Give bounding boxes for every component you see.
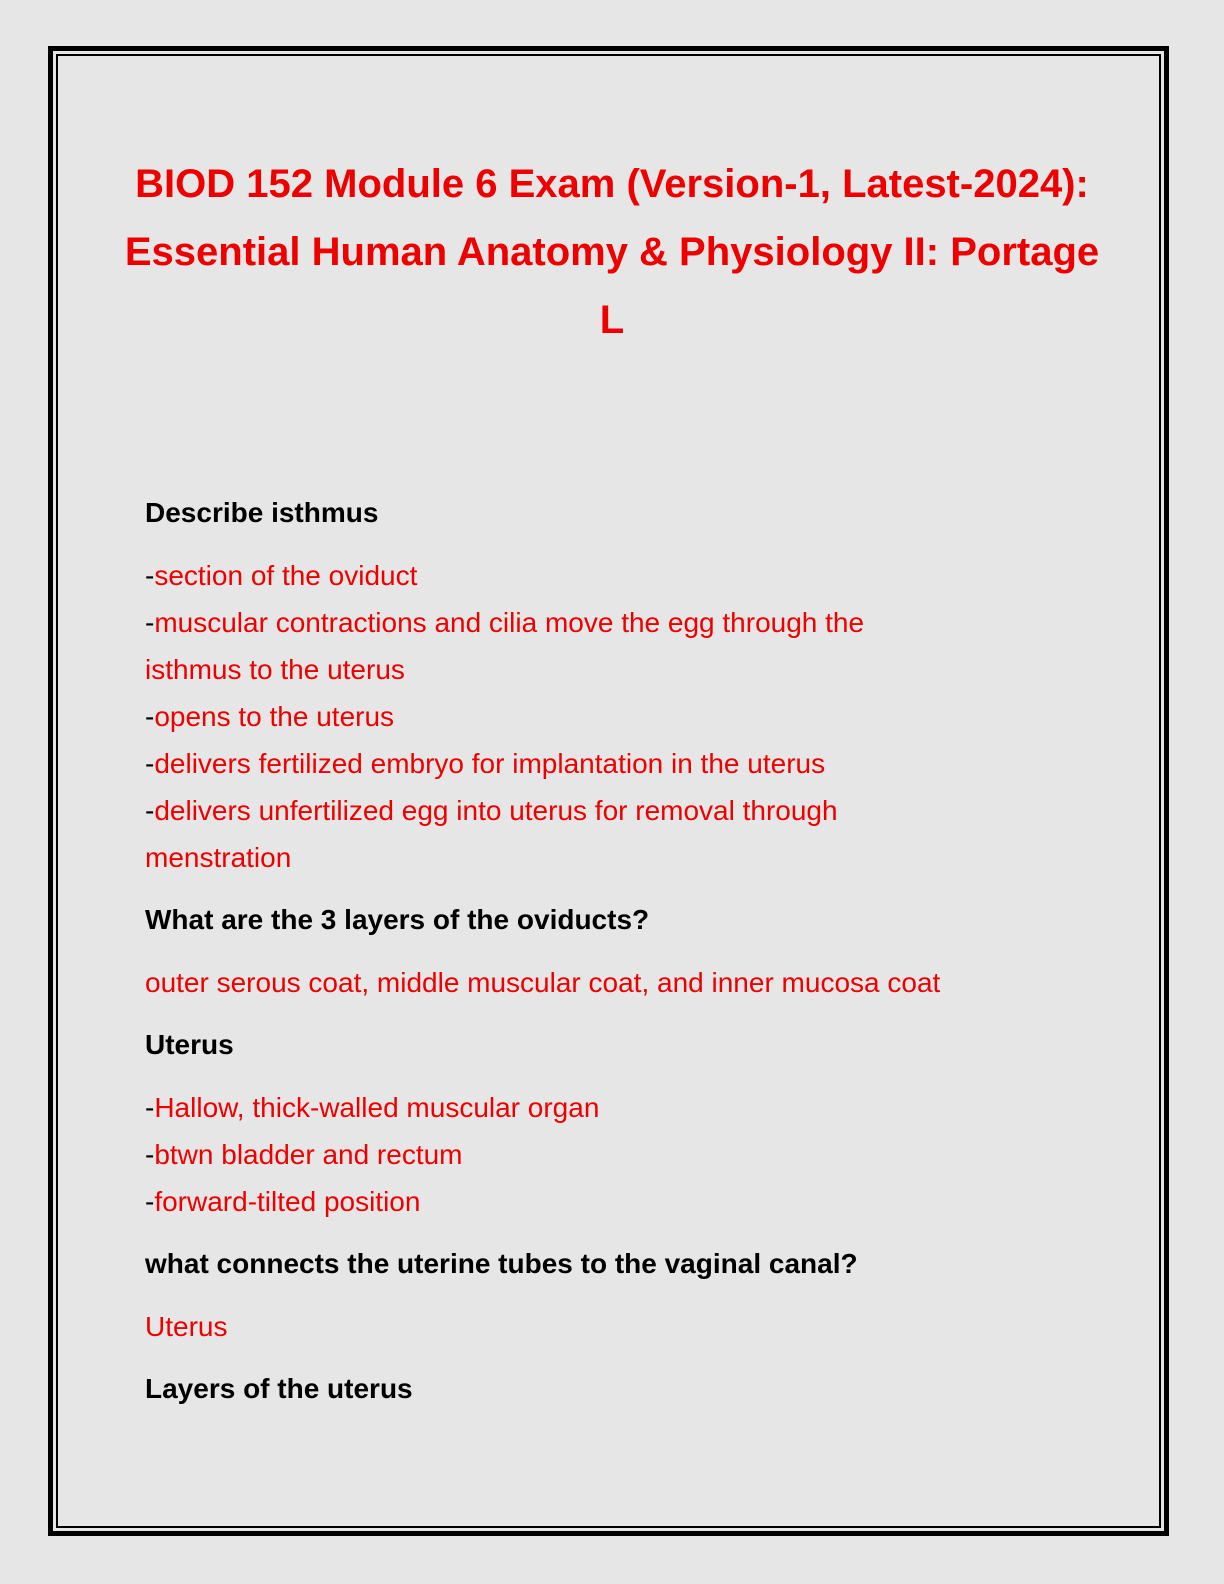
bullet-dash: -	[145, 748, 155, 779]
answer-line	[145, 787, 1105, 834]
answer-text: menstration	[145, 842, 292, 873]
question-text: Describe isthmus	[145, 497, 379, 528]
answer-line	[145, 1084, 1105, 1131]
answer-text: forward-tilted position	[154, 1186, 421, 1217]
answer-text: section of the oviduct	[154, 560, 418, 591]
answer-line	[145, 646, 1105, 693]
bullet-dash: -	[145, 1139, 155, 1170]
bullet-dash: -	[145, 1186, 155, 1217]
answer-line	[145, 1131, 1105, 1178]
qa-list	[145, 490, 1105, 1412]
bullet-dash: -	[145, 795, 155, 826]
answer-line	[145, 1178, 1105, 1225]
question-text: What are the 3 layers of the oviducts?	[145, 904, 650, 935]
answer-text: isthmus to the uterus	[145, 654, 405, 685]
document-title: BIOD 152 Module 6 Exam (Version-1, Latest-2024): Essential Human Anatomy & Physiology II: Portage L	[124, 162, 1100, 342]
qa-item	[145, 1366, 1105, 1412]
bullet-dash: -	[145, 701, 155, 732]
answer-line	[145, 1303, 1105, 1350]
answer-line	[145, 693, 1105, 740]
answer-block	[145, 1084, 1105, 1225]
answer-line	[145, 834, 1105, 881]
qa-item	[145, 1022, 1105, 1225]
bullet-dash: -	[145, 1092, 155, 1123]
answer-text: btwn bladder and rectum	[154, 1139, 463, 1170]
question-text: what connects the uterine tubes to the vaginal canal?	[145, 1248, 858, 1279]
answer-text: delivers fertilized embryo for implantation in the uterus	[154, 748, 826, 779]
answer-line	[145, 959, 1105, 1006]
answer-line	[145, 599, 1105, 646]
qa-item	[145, 897, 1105, 1006]
answer-text: muscular contractions and cilia move the egg through the	[154, 607, 865, 638]
answer-text: opens to the uterus	[154, 701, 395, 732]
answer-line	[145, 552, 1105, 599]
answer-block	[145, 552, 1105, 881]
answer-text: Uterus	[145, 1311, 228, 1342]
qa-item	[145, 1241, 1105, 1350]
answer-block	[145, 959, 1105, 1006]
answer-text: Hallow, thick-walled muscular organ	[154, 1092, 600, 1123]
bullet-dash: -	[145, 560, 155, 591]
answer-block	[145, 1303, 1105, 1350]
answer-text: delivers unfertilized egg into uterus for removal through	[154, 795, 838, 826]
bullet-dash: -	[145, 607, 155, 638]
answer-line	[145, 740, 1105, 787]
qa-item	[145, 490, 1105, 881]
question-text: Uterus	[145, 1029, 234, 1060]
question-text: Layers of the uterus	[145, 1373, 413, 1404]
answer-text: outer serous coat, middle muscular coat, and inner mucosa coat	[145, 967, 941, 998]
